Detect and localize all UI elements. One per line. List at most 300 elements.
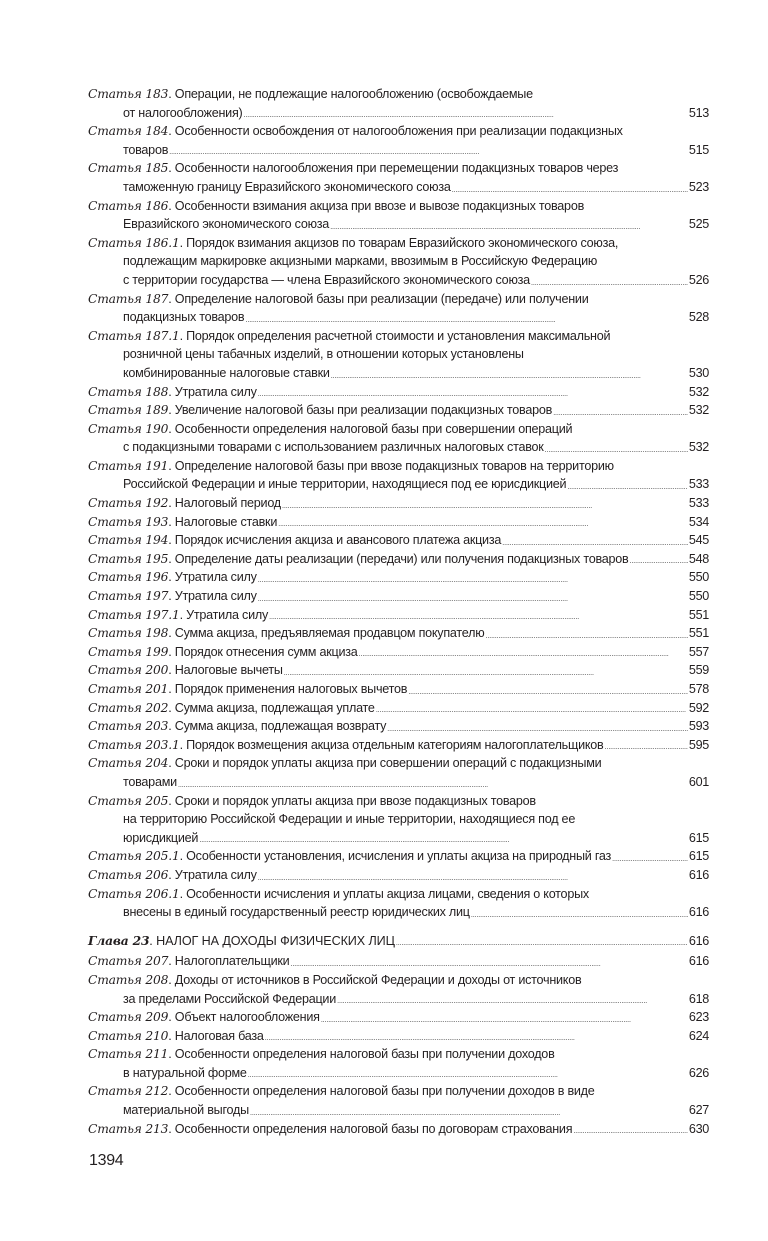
toc-entry-line (88, 494, 709, 513)
article-title: Определение даты реализации (передачи) или получения подакцизных товаров (174, 551, 629, 566)
article-title: подлежащим маркировке акцизными марками, ввозимым в Российскую Федерацию (123, 254, 598, 269)
toc-entry-line (88, 215, 709, 234)
article-title: Порядок применения налоговых вычетов (174, 682, 408, 696)
toc-entry (88, 159, 709, 196)
article-title: Утратила силу (186, 607, 269, 622)
toc-entry (88, 494, 709, 513)
toc-entry-line (88, 531, 709, 550)
label-separator: . (168, 1121, 175, 1136)
toc-entry-line (88, 327, 709, 346)
article-title: Налоговая база (174, 1028, 264, 1043)
toc-entry-line (88, 383, 709, 402)
toc-entry-line (88, 475, 709, 494)
article-label: Статья 197 (88, 589, 169, 604)
toc-entry (88, 1082, 709, 1119)
page-number: 615 (688, 830, 709, 845)
dot-leader (471, 903, 688, 922)
label-separator: . (168, 793, 175, 808)
article-label: Статья 208 (88, 972, 169, 987)
article-label: Статья 189 (88, 403, 169, 418)
label-separator: . (168, 124, 175, 139)
toc-entry-line (88, 829, 709, 848)
dot-leader (502, 531, 688, 550)
article-title: Особенности установления, исчисления и уплаты акциза на природный газ (186, 849, 612, 864)
toc-entry-line (88, 587, 709, 606)
toc-entry-line (88, 1082, 709, 1101)
toc-entry (88, 383, 709, 402)
article-label: Статья 191 (88, 458, 169, 473)
toc-entry-line (88, 606, 709, 625)
toc-entry (88, 971, 709, 1008)
dot-leader (282, 494, 688, 513)
dot-leader (278, 513, 688, 532)
dot-leader (452, 178, 688, 197)
page-number: 550 (688, 589, 709, 604)
toc-entry-line (88, 513, 709, 532)
article-label: Статья 187 (88, 291, 169, 306)
article-title: подакцизных товаров (123, 310, 245, 325)
article-title: Порядок определения расчетной стоимости и установления максимальной (186, 328, 611, 343)
toc-entry-line (88, 159, 709, 178)
page-number: 513 (688, 105, 709, 120)
article-title: товарами (123, 774, 177, 789)
toc-entry (88, 606, 709, 625)
dot-leader (284, 661, 688, 680)
toc-entry (88, 1008, 709, 1027)
page-number: 532 (688, 440, 709, 455)
page-number: 623 (688, 1010, 709, 1025)
label-separator: . (168, 551, 175, 566)
article-label: Статья 205 (88, 793, 169, 808)
dot-leader (485, 624, 687, 643)
toc-entry-line (88, 1064, 709, 1083)
toc-entry-line (88, 717, 709, 736)
article-title: Увеличение налоговой базы при реализации подакцизных товаров (174, 403, 553, 418)
dot-leader (243, 104, 687, 123)
page-number: 551 (688, 626, 709, 641)
toc-entry-line (88, 364, 709, 383)
label-separator: . (168, 644, 175, 659)
dot-leader (573, 1120, 688, 1139)
page-number: 630 (688, 1121, 709, 1136)
article-label: Статья 200 (88, 663, 169, 678)
toc-entry (88, 234, 709, 290)
toc-entry (88, 680, 709, 699)
toc-entry-line (88, 234, 709, 253)
article-title: с подакцизными товарами с использованием различных налоговых ставок (123, 440, 544, 455)
toc-entry-line (88, 971, 709, 990)
toc-section-excise (88, 85, 709, 922)
article-title: Особенности освобождения от налогообложения при реализации подакцизных (174, 124, 623, 139)
toc-entry (88, 717, 709, 736)
page-number: 526 (688, 272, 709, 287)
dot-leader (330, 215, 688, 234)
page-number: 615 (688, 849, 709, 864)
dot-leader (250, 1101, 688, 1120)
toc-entry (88, 1027, 709, 1046)
toc-entry-line (88, 550, 709, 569)
label-separator: . (168, 198, 175, 213)
toc-entry (88, 197, 709, 234)
article-title: Налогоплательщики (174, 954, 290, 969)
label-separator: . (168, 161, 175, 176)
toc-entry-line (88, 178, 709, 197)
page-number: 624 (688, 1028, 709, 1043)
toc-entry (88, 866, 709, 885)
toc-entry-line (88, 1008, 709, 1027)
toc-entry-line (88, 990, 709, 1009)
toc-entry (88, 587, 709, 606)
article-title: розничной цены табачных изделий, в отношении которых установлены (123, 347, 524, 362)
chapter-label: Глава 23 (88, 932, 150, 948)
page-number: 557 (688, 644, 709, 659)
toc-entry (88, 624, 709, 643)
dot-leader (258, 383, 688, 402)
article-label: Статья 203 (88, 719, 169, 734)
dot-leader (199, 829, 688, 848)
toc-entry-line (88, 847, 709, 866)
article-label: Статья 198 (88, 626, 169, 641)
toc-entry-line (88, 457, 709, 476)
toc-entry-line (88, 773, 709, 792)
article-label: Статья 213 (88, 1121, 169, 1136)
article-label: Статья 195 (88, 551, 169, 566)
label-separator: . (168, 954, 175, 969)
dot-leader (321, 1008, 688, 1027)
article-label: Статья 204 (88, 756, 169, 771)
article-title: материальной выгоды (123, 1103, 249, 1118)
article-label: Статья 202 (88, 700, 169, 715)
article-title: Налоговые вычеты (174, 663, 283, 678)
label-separator: . (179, 607, 187, 622)
toc-entry-line (88, 104, 709, 123)
dot-leader (245, 308, 688, 327)
toc-entry-line (88, 643, 709, 662)
article-title: Налоговые ставки (174, 514, 278, 529)
toc-entry (88, 736, 709, 755)
chapter-title-sep: . (149, 933, 157, 948)
article-label: Статья 199 (88, 644, 169, 659)
label-separator: . (168, 719, 175, 734)
toc-entry (88, 457, 709, 494)
toc-entry (88, 531, 709, 550)
toc-entry-line (88, 661, 709, 680)
toc-entry-line (88, 122, 709, 141)
toc-entry-line (88, 252, 709, 271)
article-label: Статья 196 (88, 570, 169, 585)
dot-leader (258, 866, 688, 885)
article-label: Статья 194 (88, 533, 169, 548)
dot-leader (269, 606, 688, 625)
label-separator: . (168, 972, 175, 987)
page-number: 616 (688, 905, 709, 920)
article-title: Особенности налогообложения при перемещении подакцизных товаров через (174, 161, 619, 176)
dot-leader (612, 847, 688, 866)
label-separator: . (168, 533, 175, 548)
label-separator: . (168, 514, 175, 529)
page-number-footer: 1394 (89, 1152, 124, 1169)
article-label: Статья 183 (88, 87, 169, 101)
dot-leader (387, 717, 688, 736)
dot-leader (359, 643, 688, 662)
dot-leader (331, 364, 688, 383)
chapter-page-number: 616 (688, 933, 709, 948)
page-number: 627 (688, 1103, 709, 1118)
dot-leader (545, 438, 688, 457)
article-title: Сумма акциза, предъявляемая продавцом покупателю (174, 626, 485, 641)
toc-entry (88, 952, 709, 971)
label-separator: . (168, 421, 175, 436)
label-separator: . (179, 328, 187, 343)
toc-entry (88, 420, 709, 457)
label-separator: . (168, 403, 175, 418)
page-number: 616 (688, 954, 709, 969)
article-title: Порядок отнесения сумм акциза (174, 644, 358, 659)
toc-entry-line (88, 754, 709, 773)
article-title: Доходы от источников в Российской Федерации и доходы от источников (174, 972, 582, 987)
article-title: товаров (123, 142, 169, 157)
page-number: 523 (688, 179, 709, 194)
article-title: Сумма акциза, подлежащая возврату (174, 719, 387, 734)
toc-entry (88, 1045, 709, 1082)
page-number: 548 (688, 551, 709, 566)
label-separator: . (168, 626, 175, 641)
dot-leader (258, 587, 688, 606)
dot-leader (605, 736, 688, 755)
article-title: Российской Федерации и иные территории, находящиеся под ее юрисдикцией (123, 477, 567, 492)
label-separator: . (179, 737, 187, 752)
toc-entry-line (88, 903, 709, 922)
page-number: 525 (688, 217, 709, 232)
article-title: Утратила силу (174, 570, 257, 585)
page-number: 533 (688, 496, 709, 511)
toc-entry-line (88, 866, 709, 885)
toc-entry-line (88, 197, 709, 216)
article-label: Статья 184 (88, 124, 169, 139)
label-separator: . (179, 849, 187, 864)
label-separator: . (168, 700, 175, 715)
article-title: Сроки и порядок уплаты акциза при ввозе подакцизных товаров (174, 793, 536, 808)
toc-entry (88, 885, 709, 922)
article-title: внесены в единый государственный реестр юридических лиц (123, 905, 470, 920)
toc-section-income-tax (88, 952, 709, 1138)
article-title: Порядок возмещения акциза отдельным категориям налогоплательщиков (186, 737, 604, 752)
label-separator: . (168, 1028, 175, 1043)
toc-entry (88, 85, 709, 122)
toc-entry-line (88, 624, 709, 643)
article-title: Особенности определения налоговой базы при получении доходов (174, 1047, 555, 1062)
article-title: Операции, не подлежащие налогообложению (освобождаемые (174, 87, 533, 101)
article-label: Статья 197.1 (88, 607, 180, 622)
toc-entry-line (88, 1101, 709, 1120)
page-number: 595 (688, 737, 709, 752)
toc-entry-line (88, 699, 709, 718)
article-label: Статья 203.1 (88, 737, 180, 752)
page-number: 533 (688, 477, 709, 492)
article-label: Статья 212 (88, 1084, 169, 1099)
dot-leader (553, 401, 688, 420)
toc-entry (88, 661, 709, 680)
toc-entry (88, 290, 709, 327)
article-title: Евразийского экономического союза (123, 217, 330, 232)
page-number: 616 (688, 867, 709, 882)
dot-leader (629, 550, 687, 569)
dot-leader (258, 568, 688, 587)
toc-entry (88, 847, 709, 866)
article-label: Статья 205.1 (88, 849, 180, 864)
toc-entry-line (88, 736, 709, 755)
page-number: 551 (688, 607, 709, 622)
label-separator: . (179, 235, 187, 250)
article-label: Статья 186.1 (88, 235, 180, 250)
page-number: 550 (688, 570, 709, 585)
toc-entry-line (88, 308, 709, 327)
page-number: 618 (688, 991, 709, 1006)
label-separator: . (168, 87, 175, 101)
toc-entry (88, 643, 709, 662)
toc-entry-line (88, 401, 709, 420)
article-title: Сроки и порядок уплаты акциза при совершении операций с подакцизными (174, 756, 602, 771)
label-separator: . (168, 1084, 175, 1099)
article-title: за пределами Российской Федерации (123, 991, 337, 1006)
toc-entry (88, 1120, 709, 1139)
toc-entry-line (88, 680, 709, 699)
article-label: Статья 206.1 (88, 886, 180, 901)
article-title: таможенную границу Евразийского экономического союза (123, 179, 451, 194)
dot-leader (567, 475, 688, 494)
label-separator: . (168, 682, 175, 696)
article-title: Особенности исчисления и уплаты акциза лицами, сведения о которых (186, 886, 589, 901)
page-number: 601 (688, 774, 709, 789)
article-title: на территорию Российской Федерации и иные территории, находящиеся под ее (123, 812, 576, 827)
article-title: Особенности определения налоговой базы по договорам страхования (174, 1121, 573, 1136)
dot-leader (178, 773, 688, 792)
article-title: Особенности взимания акциза при ввозе и вывозе подакцизных товаров (174, 198, 585, 213)
page-number: 545 (688, 533, 709, 548)
toc-chapter-entry (88, 932, 709, 951)
toc-entry (88, 550, 709, 569)
dot-leader (290, 952, 687, 971)
label-separator: . (168, 384, 175, 399)
page-number: 593 (688, 719, 709, 734)
article-title: с территории государства — члена Евразийского экономического союза (123, 272, 530, 287)
toc-entry-line (88, 85, 709, 104)
table-of-contents (88, 85, 709, 1138)
toc-entry-line (88, 141, 709, 160)
dot-leader (408, 680, 688, 699)
page-number: 592 (688, 700, 709, 715)
toc-entry-line (88, 792, 709, 811)
toc-entry (88, 699, 709, 718)
toc-entry (88, 754, 709, 791)
article-title: от налогообложения) (123, 105, 243, 120)
toc-entry (88, 401, 709, 420)
dot-leader (531, 271, 688, 290)
toc-entry (88, 568, 709, 587)
toc-entry-line (88, 1027, 709, 1046)
page-number: 578 (688, 682, 709, 696)
article-label: Статья 193 (88, 514, 169, 529)
page-number: 515 (688, 142, 709, 157)
label-separator: . (168, 1010, 175, 1025)
toc-entry-line (88, 1045, 709, 1064)
article-title: комбинированные налоговые ставки (123, 365, 330, 380)
article-label: Статья 185 (88, 161, 169, 176)
article-title: Утратила силу (174, 867, 257, 882)
label-separator: . (168, 756, 175, 771)
article-title: Особенности определения налоговой базы при совершении операций (174, 421, 573, 436)
article-label: Статья 188 (88, 384, 169, 399)
toc-entry-line (88, 345, 709, 364)
article-label: Статья 207 (88, 954, 169, 969)
toc-entry-line (88, 438, 709, 457)
article-title: в натуральной форме (123, 1065, 247, 1080)
page-number: 534 (688, 514, 709, 529)
chapter-title: НАЛОГ НА ДОХОДЫ ФИЗИЧЕСКИХ ЛИЦ (156, 933, 395, 948)
toc-entry-line (88, 420, 709, 439)
article-title: Утратила силу (174, 589, 257, 604)
label-separator: . (168, 663, 175, 678)
article-label: Статья 209 (88, 1010, 169, 1025)
article-title: Порядок исчисления акциза и авансового платежа акциза (174, 533, 502, 548)
dot-leader (376, 699, 688, 718)
label-separator: . (168, 496, 175, 511)
label-separator: . (168, 458, 175, 473)
label-separator: . (168, 867, 175, 882)
toc-entry (88, 513, 709, 532)
page-number: 532 (688, 403, 709, 418)
article-title: Объект налогообложения (174, 1010, 320, 1025)
article-label: Статья 187.1 (88, 328, 180, 343)
toc-entry-line (88, 568, 709, 587)
toc-entry-line (88, 885, 709, 904)
article-label: Статья 210 (88, 1028, 169, 1043)
toc-entry (88, 327, 709, 383)
article-title: Определение налоговой базы при ввозе подакцизных товаров на территорию (174, 458, 614, 473)
article-label: Статья 211 (88, 1047, 169, 1062)
dot-leader (396, 932, 688, 951)
article-title: Налоговый период (174, 496, 281, 511)
label-separator: . (168, 1047, 175, 1062)
article-label: Статья 190 (88, 421, 169, 436)
dot-leader (169, 141, 688, 160)
toc-entry (88, 792, 709, 848)
dot-leader (248, 1064, 688, 1083)
page-number: 528 (688, 310, 709, 325)
page-number: 532 (688, 384, 709, 399)
toc-entry-line (88, 1120, 709, 1139)
article-label: Статья 206 (88, 867, 169, 882)
article-title: Определение налоговой базы при реализации (передаче) или получении (174, 291, 589, 306)
toc-entry (88, 122, 709, 159)
page-number: 530 (688, 365, 709, 380)
toc-entry-line (88, 810, 709, 829)
toc-entry-line (88, 271, 709, 290)
dot-leader (265, 1027, 688, 1046)
article-label: Статья 201 (88, 682, 169, 696)
label-separator: . (179, 886, 187, 901)
dot-leader (337, 990, 688, 1009)
label-separator: . (168, 589, 175, 604)
article-title: Утратила силу (174, 384, 257, 399)
article-title: Особенности определения налоговой базы при получении доходов в виде (174, 1084, 595, 1099)
article-title: Порядок взимания акцизов по товарам Евразийского экономического союза, (186, 235, 619, 250)
article-title: юрисдикцией (123, 830, 199, 845)
toc-entry-line (88, 952, 709, 971)
page-number: 559 (688, 663, 709, 678)
label-separator: . (168, 291, 175, 306)
toc-entry-line (88, 290, 709, 309)
